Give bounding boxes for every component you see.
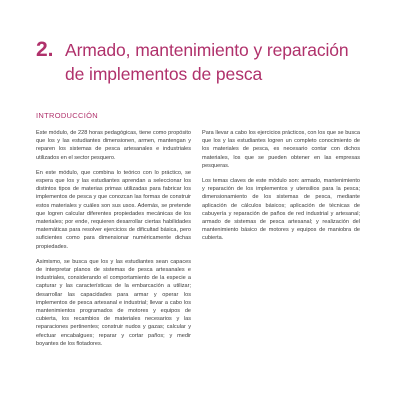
paragraph: Los temas claves de este módulo son: armado, mantenimiento y reparación de los implementos y utensilios para la pesca; dimensionamiento de los sistemas de pesca, mediante aplicación de cálculos básicos; aplicación de técnicas de cabuyería y reparación de paños de red industrial y artesanal; armado de sistemas de pesca artesanal; y realización del mantenimiento básico de motores y equipos de maniobra de cubierta. (202, 178, 360, 242)
chapter-heading (36, 38, 366, 86)
chapter-title (65, 38, 366, 86)
left-column (36, 129, 191, 355)
paragraph: Asimismo, se busca que los y las estudiantes sean capaces de interpretar planos de sistemas de pesca artesanales e industriales, considerando el comportamiento de la especie a capturar y las características de la embarcación a utilizar; desarrollar las capacidades para armar y operar los implementos de pesca artesanal e industrial; llevar a cabo los mantenimientos programados de motores y equipos de cubierta, los recambios de materiales necesarios y las reparaciones pertinentes; construir nudos y gazas; calcular y efectuar encabalgues; reparar y cortar paños; y medir boyantes de los flotadores. (36, 258, 191, 347)
chapter-title-line-1: Armado, mantenimiento y reparación (65, 40, 349, 60)
section-label: INTRODUCCIÓN (36, 111, 98, 120)
paragraph: Este módulo, de 228 horas pedagógicas, tiene como propósito que los y las estudiantes dimensionen, armen, mantengan y reparen los sistemas de pesca artesanales e industriales utilizados en el sector pesquero. (36, 130, 191, 161)
paragraph: En este módulo, que combina lo teórico con lo práctico, se espera que los y las estudiantes aprendan a seleccionar los distintos tipos de materias primas utilizadas para fabricar los implementos de pesca y que conozcan las formas de construir estos materiales y cuáles son sus usos. Además, se pretende que logren calcular diferentes propiedades mecánicas de los materiales; por ende, requieren desarrollar ciertas habilidades matemáticas para resolver ejercicios de dificultad básica, pero suficientes como para dimensionar numéricamente dichas propiedades. (36, 169, 191, 250)
paragraph: Para llevar a cabo los ejercicios prácticos, con los que se busca que los y las estudiantes logren un completo conocimiento de los materiales de pesca, es necesario contar con dichos materiales, los que se pueden obtener en las empresas pesqueras. (202, 130, 360, 169)
chapter-number: 2. (36, 38, 54, 61)
right-column (202, 129, 360, 250)
chapter-title-line-2: de implementos de pesca (65, 64, 263, 84)
